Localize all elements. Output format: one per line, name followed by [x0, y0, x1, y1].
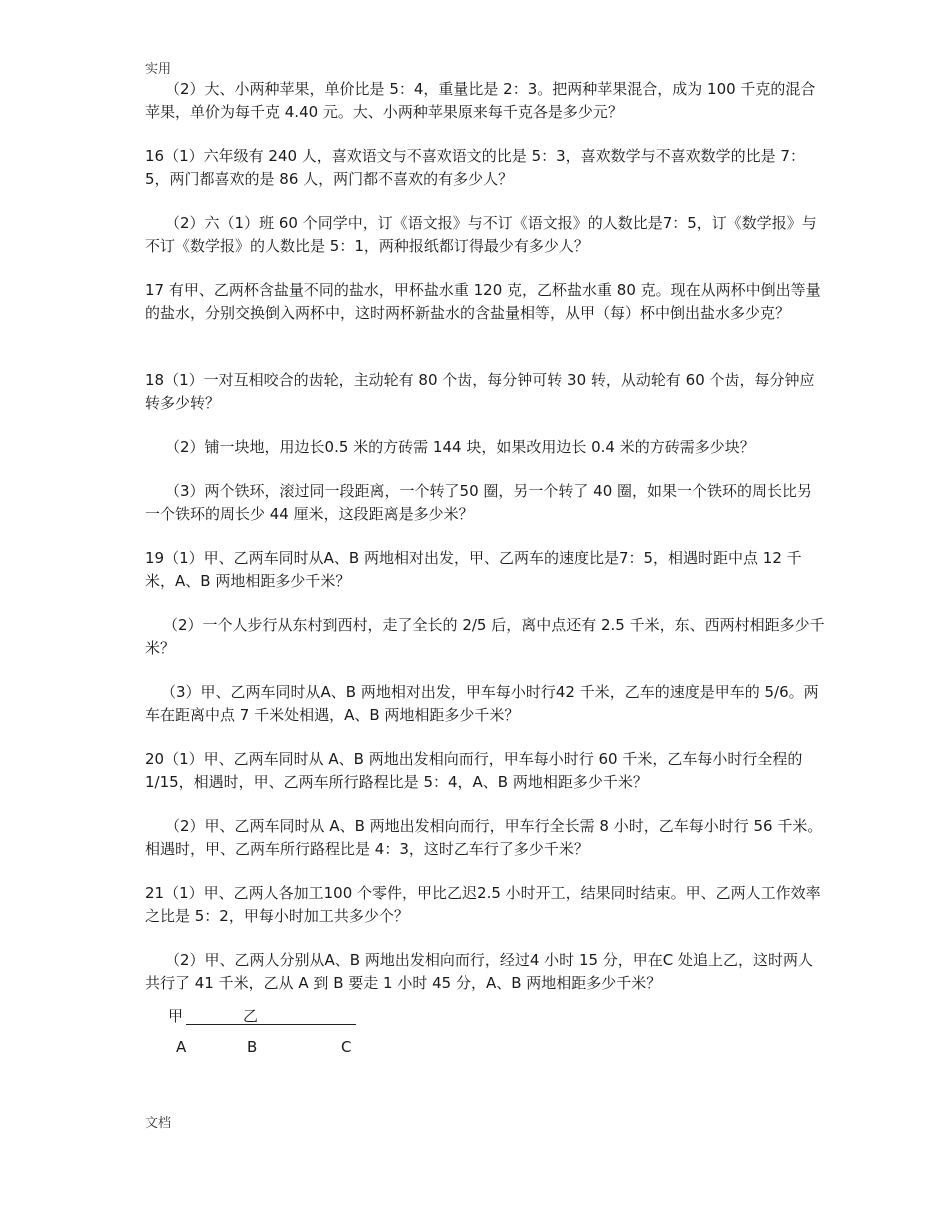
problem-21-1: 21（1）甲、乙两人各加工100 个零件，甲比乙迟2.5 小时开工，结果同时结束。甲、乙两人工作效率之比是 5：2，甲每小时加工共多少个？ — [145, 884, 821, 925]
page-footer: 文档 — [145, 1116, 172, 1131]
problem-17: 17 有甲、乙两杯含盐量不同的盐水，甲杯盐水重 120 克，乙杯盐水重 80 克。现在从两杯中倒出等量的盐水，分别交换倒入两杯中，这时两杯新盐水的含盐量相等，从甲（每）杯中倒出盐水多少克？ — [145, 281, 821, 322]
diagram-point-c: C — [341, 1038, 352, 1056]
problem-15-2: （2）大、小两种苹果，单价比是 5：4，重量比是 2：3。把两种苹果混合，成为 100 千克的混合苹果，单价为每千克 4.40 元。大、小两种苹果原来每千克各是多少元？ — [145, 80, 816, 121]
diagram-line — [186, 1024, 356, 1025]
problem-18-2: （2）铺一块地，用边长0.5 米的方砖需 144 块，如果改用边长 0.4 米的方砖需多少块？ — [165, 438, 755, 456]
problem-16-1: 16（1）六年级有 240 人，喜欢语文与不喜欢语文的比是 5：3，喜欢数学与不喜欢数学的比是 7：5，两门都喜欢的是 86 人，两门都不喜欢的有多少人？ — [145, 147, 805, 188]
diagram-point-a: A — [176, 1038, 187, 1056]
diagram-label-jia: 甲 — [168, 1007, 184, 1025]
problem-18-3: （3）两个铁环，滚过同一段距离，一个转了50 圈，另一个转了 40 圈，如果一个铁环的周长比另一个铁环的周长少 44 厘米，这段距离是多少米？ — [145, 482, 813, 523]
diagram-label-yi: 乙 — [243, 1007, 259, 1025]
problem-20-1: 20（1）甲、乙两车同时从 A、B 两地出发相向而行，甲车每小时行 60 千米，乙车每小时行全程的 1/15，相遇时，甲、乙两车所行路程比是 5：4，A、B 两地相距多少千米？ — [145, 750, 803, 791]
problem-16-2: （2）六（1）班 60 个同学中，订《语文报》与不订《语文报》的人数比是7：5，订《数学报》与不订《数学报》的人数比是 5：1，两种报纸都订得最少有多少人？ — [145, 214, 817, 255]
problem-19-1: 19（1）甲、乙两车同时从A、B 两地相对出发，甲、乙两车的速度比是7：5，相遇时距中点 12 千米，A、B 两地相距多少千米？ — [145, 549, 802, 590]
problem-21-2: （2）甲、乙两人分别从A、B 两地出发相向而行，经过4 小时 15 分，甲在C 处追上乙，这时两人共行了 41 千米，乙从 A 到 B 要走 1 小时 45 分，A、B 两地相距多少千米？ — [145, 951, 814, 992]
problem-20-2: （2）甲、乙两车同时从 A、B 两地出发相向而行，甲车行全长需 8 小时，乙车每小时行 56 千米。相遇时，甲、乙两车所行路程比是 4：3，这时乙车行了多少千米？ — [145, 817, 823, 858]
problem-18-1: 18（1）一对互相咬合的齿轮，主动轮有 80 个齿，每分钟可转 30 转，从动轮有 60 个齿，每分钟应转多少转？ — [145, 371, 815, 412]
problem-19-2: （2）一个人步行从东村到西村，走了全长的 2/5 后，离中点还有 2.5 千米，东、西两村相距多少千米？ — [145, 616, 825, 657]
diagram-point-b: B — [247, 1038, 258, 1056]
page-header: 实用 — [145, 62, 172, 77]
problem-19-3: （3）甲、乙两车同时从A、B 两地相对出发，甲车每小时行42 千米，乙车的速度是甲车的 5/6。两车在距离中点 7 千米处相遇，A、B 两地相距多少千米？ — [145, 683, 819, 724]
